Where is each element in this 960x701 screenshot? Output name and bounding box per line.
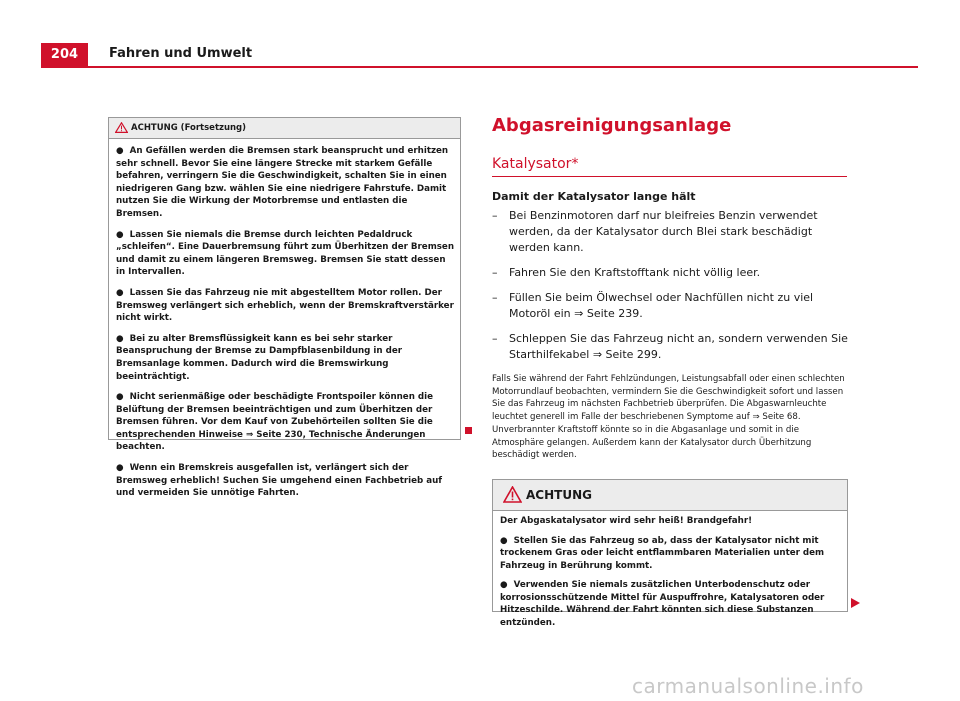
- bullet-glyph: ●: [500, 535, 508, 546]
- list-item: – Schleppen Sie das Fahrzeug nicht an, sondern verwenden Sie Starthilfekabel ⇒ Seite 299.: [492, 332, 848, 361]
- dash-glyph: –: [492, 266, 498, 279]
- warning-triangle-icon: [115, 122, 128, 133]
- warning-box-body: [493, 511, 847, 629]
- continue-arrow-icon: [851, 598, 860, 608]
- warning-bullet: ● Lassen Sie das Fahrzeug nie mit abgestelltem Motor rollen. Der Bremsweg verlängert sich erheblich, wenn der Bremskraftverstärker nicht wirkt.: [116, 287, 454, 324]
- warning-box-title: ACHTUNG: [526, 488, 592, 502]
- chapter-title: Fahren und Umwelt: [109, 46, 253, 61]
- dash-glyph: –: [492, 209, 498, 222]
- warning-box-continued: [108, 117, 461, 499]
- warning-bullet: ● Bei zu alter Bremsflüssigkeit kann es bei sehr starker Beanspruchung der Bremse zu Dampfblasenbildung in der Bremsanlage kommen. Dadurch wird die Bremswirkung beeinträchtigt.: [116, 333, 403, 382]
- page-number: 204: [41, 43, 88, 67]
- body-paragraph: Falls Sie während der Fahrt Fehlzündungen, Leistungsabfall oder einen schlechten Motorrundlauf beobachten, vermindern Sie die Geschwindigkeit sofort und lassen Sie das Fahrzeug im nächsten Fachbetrieb überprüfen. Die Abgaswarnleuchte leuchtet generell im Falle der beschriebenen Symptome auf ⇒ Seite 68. Unverbrannter Kraftstoff könnte so in die Abgasanlage und somit in die Atmosphäre gelangen. Außerdem kann der Katalysator durch Überhitzung beschädigt werden.: [492, 374, 845, 461]
- warning-triangle-icon: [503, 486, 522, 503]
- list-item: – Bei Benzinmotoren darf nur bleifreies Benzin verwendet werden, da der Katalysator durch Blei stark beschädigt werden kann.: [492, 209, 818, 254]
- list-item: – Füllen Sie beim Ölwechsel oder Nachfüllen nicht zu viel Motoröl ein ⇒ Seite 239.: [492, 291, 814, 320]
- warning-bullet: ● Lassen Sie niemals die Bremse durch leichten Pedaldruck „schleifen“. Eine Dauerbremsung führt zum Überhitzen der Bremsen und damit zu einem längeren Bremsweg. Bremsen Sie statt dessen in Intervallen.: [116, 229, 455, 278]
- bullet-glyph: ●: [500, 580, 508, 590]
- list-item: – Fahren Sie den Kraftstofftank nicht völlig leer.: [492, 266, 761, 279]
- lead-heading: Damit der Katalysator lange hält: [492, 190, 696, 203]
- bullet-glyph: ●: [116, 229, 124, 240]
- bullet-glyph: ●: [116, 463, 124, 474]
- warning-bullet: ● Stellen Sie das Fahrzeug so ab, dass der Katalysator nicht mit trockenem Gras oder leicht entflammbaren Materialien unter dem Fahrzeug in Berührung kommt.: [500, 535, 825, 571]
- bullet-glyph: ●: [116, 287, 124, 298]
- bullet-glyph: ●: [116, 392, 124, 403]
- bullet-glyph: ●: [116, 146, 124, 156]
- warning-box-title: ACHTUNG (Fortsetzung): [131, 123, 247, 133]
- instruction-list: [492, 208, 848, 372]
- warning-bullet: ● Verwenden Sie niemals zusätzlichen Unterbodenschutz oder korrosionsschützende Mittel für Auspuffrohre, Katalysatoren oder Hitzeschilde. Während der Fahrt könnten sich diese Substanzen entzünden.: [500, 580, 825, 628]
- warning-intro: Der Abgaskatalysator wird sehr heiß! Brandgefahr!: [500, 516, 753, 526]
- dash-glyph: –: [492, 332, 498, 345]
- warning-bullet: ● Wenn ein Bremskreis ausgefallen ist, verlängert sich der Bremsweg erheblich! Suchen Sie umgehend einen Fachbetrieb auf und vermeiden Sie unnötige Fahrten.: [116, 463, 443, 499]
- watermark: carmanualsonline.info: [632, 674, 864, 698]
- warning-bullet: ● An Gefällen werden die Bremsen stark beansprucht und erhitzen sehr schnell. Bevor Sie eine längere Strecke mit starkem Gefälle befahren, verringern Sie die Geschwindigkeit, schalten Sie in einen niedrigeren Gang bzw. wählen Sie eine niedrigere Fahrstufe. Damit nutzen Sie die Wirkung der Motorbremse und entlasten die Bremsen.: [116, 146, 449, 219]
- warning-box-header: [109, 118, 460, 139]
- bullet-glyph: ●: [116, 333, 124, 344]
- warning-box: [492, 479, 848, 628]
- section-title: Abgasreinigungsanlage: [492, 115, 732, 136]
- dash-glyph: –: [492, 291, 498, 304]
- section-end-marker: [465, 427, 472, 434]
- warning-box-body: [109, 139, 460, 500]
- subsection-title: Katalysator*: [492, 156, 579, 172]
- warning-box-header: [493, 480, 847, 511]
- header-rule: [41, 66, 918, 68]
- warning-bullet: ● Nicht serienmäßige oder beschädigte Frontspoiler können die Belüftung der Bremsen beeinträchtigen und zum Überhitzen der Bremsen führen. Vor dem Kauf von Zubehörteilen sollten Sie die entsprechenden Hinweise ⇒ Seite 230, Technische Änderungen beachten.: [116, 392, 434, 453]
- subsection-rule: [492, 176, 847, 177]
